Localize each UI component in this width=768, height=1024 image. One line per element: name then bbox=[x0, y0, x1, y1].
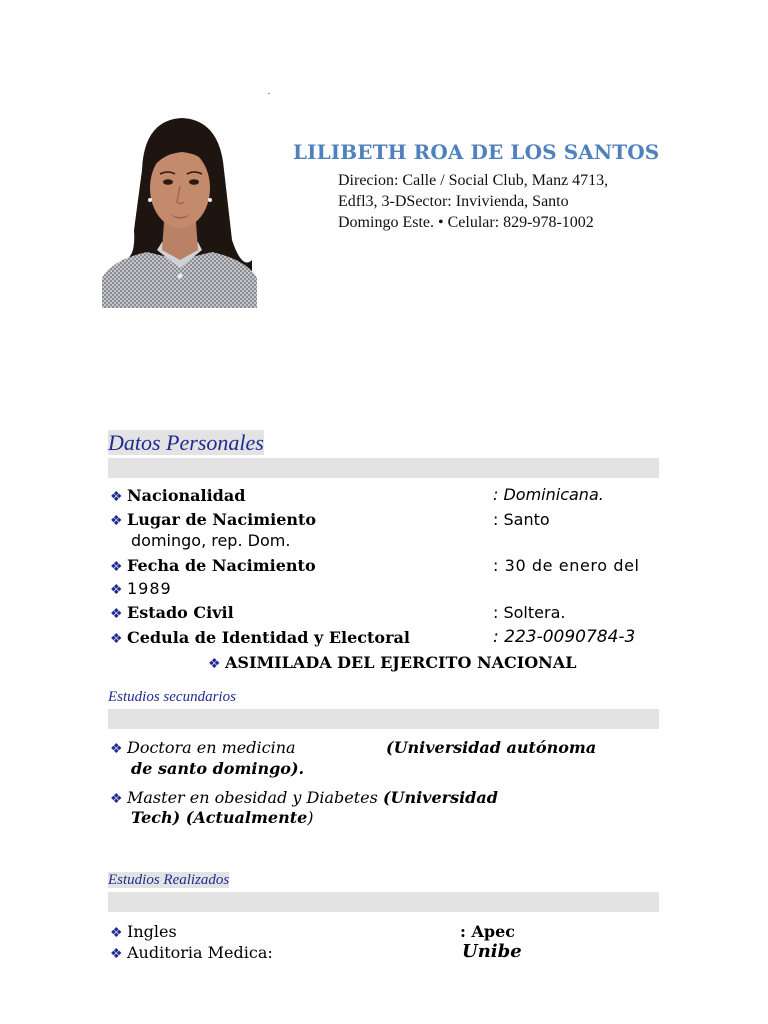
diamond-bullet-icon: ❖ bbox=[110, 791, 123, 807]
field-label: Cedula de Identidad y Electoral bbox=[127, 628, 410, 647]
contact-address bbox=[338, 170, 658, 233]
note-text: ASIMILADA DEL EJERCITO NACIONAL bbox=[225, 653, 577, 672]
birthplace-value: : Santo bbox=[493, 510, 550, 529]
course-value bbox=[462, 941, 522, 962]
section-divider-bar bbox=[108, 709, 659, 729]
section-divider-bar bbox=[108, 892, 659, 912]
id-value: : 223-0090784-3 bbox=[493, 627, 636, 647]
birthdate-value: : 30 de enero del bbox=[493, 556, 640, 575]
realized-row-ingles bbox=[110, 922, 177, 941]
institution-text: (Universidad bbox=[382, 788, 498, 807]
candidate-name: LILIBETH ROA DE LOS SANTOS bbox=[293, 140, 660, 164]
address-line: Direcion: Calle / Social Club, Manz 4713, bbox=[338, 172, 609, 189]
field-label: Fecha de Nacimiento bbox=[127, 556, 316, 575]
course-value bbox=[460, 922, 515, 941]
diamond-bullet-icon: ❖ bbox=[110, 741, 123, 757]
course-label: Ingles bbox=[127, 922, 177, 941]
birthplace-continuation: domingo, rep. Dom. bbox=[131, 531, 291, 550]
civil-value: : Soltera. bbox=[493, 603, 566, 622]
personal-row-nationality bbox=[110, 486, 245, 505]
diamond-bullet-icon: ❖ bbox=[208, 656, 221, 672]
section-title-personal bbox=[108, 430, 264, 456]
study-institution-cont bbox=[131, 759, 304, 778]
profile-photo bbox=[102, 110, 257, 308]
section-divider-bar bbox=[108, 458, 659, 478]
field-value bbox=[493, 485, 604, 504]
institution-text: de santo domingo). bbox=[131, 759, 305, 778]
birthdate-continuation: 1989 bbox=[127, 579, 172, 598]
address-line: Domingo Este. • Celular: 829-978-1002 bbox=[338, 214, 594, 231]
field-label: Nacionalidad bbox=[127, 486, 246, 505]
study-institution-cont bbox=[131, 808, 314, 827]
diamond-bullet-icon: ❖ bbox=[110, 925, 123, 941]
section-title-text: Estudios secundarios bbox=[108, 689, 236, 705]
personal-row-civil bbox=[110, 603, 234, 622]
personal-row-birthdate-cont bbox=[110, 579, 172, 598]
section-title-text: Estudios Realizados bbox=[108, 872, 230, 888]
personal-row-birthdate bbox=[110, 556, 316, 575]
realized-row-auditoria bbox=[110, 943, 273, 962]
institution-text: (Universidad autónoma bbox=[386, 738, 597, 757]
field-label: Lugar de Nacimiento bbox=[127, 510, 317, 529]
course-label: Auditoria Medica: bbox=[127, 943, 273, 962]
nationality-value: : Dominicana. bbox=[493, 485, 604, 504]
institution-text: Tech) (Actualmente bbox=[131, 808, 308, 827]
course-institution: Unibe bbox=[462, 941, 522, 962]
study-title: Doctora en medicina bbox=[127, 738, 296, 757]
study-item-master bbox=[110, 788, 498, 807]
closing-paren: ) bbox=[307, 808, 314, 827]
study-institution bbox=[386, 738, 596, 757]
section-title-secondary bbox=[108, 689, 236, 706]
diamond-bullet-icon: ❖ bbox=[110, 946, 123, 962]
diamond-bullet-icon: ❖ bbox=[110, 582, 123, 598]
stray-dot bbox=[268, 93, 270, 94]
section-title-text: Datos Personales bbox=[108, 430, 264, 455]
personal-row-id bbox=[110, 628, 410, 647]
section-title-realized bbox=[108, 872, 229, 889]
diamond-bullet-icon: ❖ bbox=[110, 606, 123, 622]
diamond-bullet-icon: ❖ bbox=[110, 631, 123, 647]
diamond-bullet-icon: ❖ bbox=[110, 559, 123, 575]
personal-row-birthplace bbox=[110, 510, 316, 529]
field-label: Estado Civil bbox=[127, 603, 234, 622]
course-institution: : Apec bbox=[460, 922, 515, 941]
address-line: Edfl3, 3-DSector: Invivienda, Santo bbox=[338, 193, 569, 210]
diamond-bullet-icon: ❖ bbox=[110, 513, 123, 529]
field-value bbox=[493, 627, 635, 647]
personal-note bbox=[208, 653, 576, 672]
study-title: Master en obesidad y Diabetes bbox=[127, 788, 378, 807]
study-item-medicine bbox=[110, 738, 296, 757]
diamond-bullet-icon: ❖ bbox=[110, 489, 123, 505]
